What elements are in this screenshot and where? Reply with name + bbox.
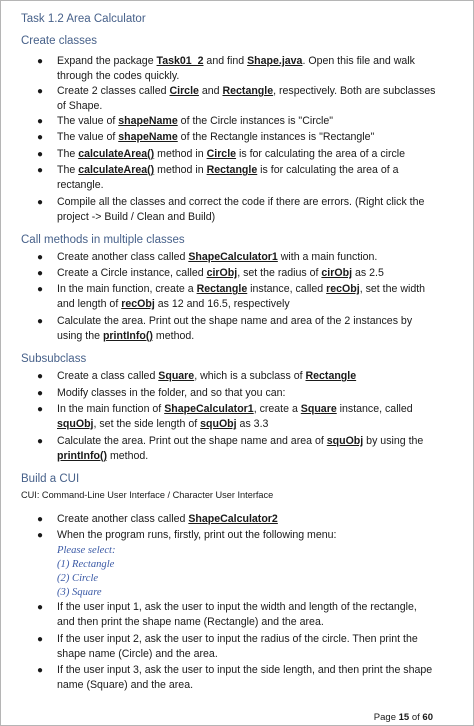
code-term: Square — [158, 370, 195, 382]
list-item — [37, 663, 437, 693]
text-run: The value of — [57, 115, 119, 127]
list-item-text — [57, 600, 437, 630]
text-run: and — [198, 85, 223, 97]
text-run: Create another class called — [57, 513, 189, 525]
list-item-text — [57, 434, 437, 464]
text-run: If the user input 2, ask the user to input the radius of the circle. Then print the shape name (Circle) and the area. — [57, 633, 418, 660]
list-item-text — [57, 195, 437, 225]
text-run: When the program runs, firstly, print out the following menu: — [57, 529, 337, 541]
list-item-text — [57, 512, 437, 527]
bullet-icon: ● — [37, 268, 44, 279]
list-item-text — [57, 282, 437, 312]
code-term: ShapeCalculator2 — [188, 513, 278, 525]
page-of-label: of — [411, 712, 420, 723]
text-run: method in — [154, 148, 207, 160]
text-run: Create a Circle instance, called — [57, 267, 207, 279]
list-item — [37, 266, 437, 281]
bullet-icon: ● — [37, 514, 44, 525]
list-item — [37, 386, 437, 401]
bullet-icon: ● — [37, 388, 44, 399]
list-item — [37, 163, 437, 193]
bullet-icon: ● — [37, 634, 44, 645]
bullet-icon: ● — [37, 316, 44, 327]
text-run: , set the side length of — [93, 418, 201, 430]
page-label: Page — [373, 712, 396, 723]
page-number: 15 — [398, 712, 410, 723]
list-item-text — [57, 147, 437, 162]
list-item-text — [57, 402, 437, 432]
list-item — [37, 314, 437, 344]
code-term: Square — [300, 403, 337, 415]
text-run: as 3.3 — [236, 418, 269, 430]
text-run: . Open this file and walk through the codes quickly. — [57, 55, 415, 82]
text-run: of the Rectangle instances is "Rectangle" — [177, 131, 375, 143]
text-run: with a main function. — [277, 251, 378, 263]
list-item-text — [57, 250, 437, 265]
menu-line: (2) Circle — [57, 573, 99, 584]
text-run: , set the radius of — [237, 267, 322, 279]
text-run: If the user input 3, ask the user to input the side length, and then print the shape name (Square) and the area. — [57, 664, 433, 691]
bullet-icon: ● — [37, 56, 44, 67]
list-item — [37, 282, 437, 312]
list-item — [37, 434, 437, 464]
text-run: Create 2 classes called — [57, 85, 170, 97]
list-item-text — [57, 386, 437, 401]
code-term: calculateArea() — [78, 164, 155, 176]
text-run: method. — [152, 330, 195, 342]
bullet-icon: ● — [37, 149, 44, 160]
text-run: In the main function of — [57, 403, 165, 415]
bullet-icon: ● — [37, 404, 44, 415]
code-term: Circle — [169, 85, 199, 97]
code-term: Circle — [206, 148, 237, 160]
bullet-icon: ● — [37, 602, 44, 613]
list-item — [37, 84, 437, 114]
section-heading: Create classes — [21, 35, 98, 47]
list-item-text — [57, 632, 437, 662]
text-run: of the Circle instances is "Circle" — [177, 115, 334, 127]
list-item — [37, 369, 437, 384]
list-item-text — [57, 84, 437, 114]
text-run: as 12 and 16.5, respectively — [154, 298, 290, 310]
text-run: method. — [107, 450, 149, 462]
code-term: cirObj — [321, 267, 353, 279]
text-run: The — [57, 164, 79, 176]
list-item — [37, 250, 437, 265]
bullet-icon: ● — [37, 132, 44, 143]
menu-line: (3) Square — [57, 587, 102, 598]
code-term: Shape.java — [247, 55, 303, 67]
code-term: recObj — [326, 283, 360, 295]
text-run: Compile all the classes and correct the code if there are errors. (Right click the project -> Build / Clean and Build) — [57, 196, 425, 223]
list-item-text — [57, 54, 437, 84]
list-item — [37, 114, 437, 129]
list-item — [37, 402, 437, 432]
list-item-text — [57, 114, 437, 129]
text-run: If the user input 1, ask the user to input the width and length of the rectangle, and then print the shape name (Rectangle) and the area. — [57, 601, 417, 628]
text-run: Expand the package — [57, 55, 157, 67]
menu-line: (1) Rectangle — [57, 559, 115, 570]
text-run: method in — [154, 164, 207, 176]
bullet-icon: ● — [37, 197, 44, 208]
list-item-text — [57, 130, 437, 145]
list-item — [37, 130, 437, 145]
list-item — [37, 632, 437, 662]
text-run: , set the width and length of — [57, 283, 426, 310]
text-run: , create a — [253, 403, 301, 415]
code-term: shapeName — [118, 115, 178, 127]
code-term: Task01_2 — [156, 55, 204, 67]
code-term: ShapeCalculator1 — [188, 251, 278, 263]
code-term: shapeName — [118, 131, 178, 143]
bullet-icon: ● — [37, 371, 44, 382]
bullet-icon: ● — [37, 86, 44, 97]
list-item — [37, 600, 437, 630]
code-term: recObj — [121, 298, 155, 310]
menu-line: Please select: — [57, 545, 116, 556]
text-run: , respectively. Both are subclasses of Shape. — [57, 85, 436, 112]
menu-listing — [57, 544, 116, 600]
bullet-icon: ● — [37, 530, 44, 541]
list-item — [37, 147, 437, 162]
text-run: Calculate the area. Print out the shape name and area of the 2 instances by using the — [57, 315, 413, 342]
code-term: squObj — [57, 418, 94, 430]
bullet-icon: ● — [37, 116, 44, 127]
code-term: Rectangle — [305, 370, 357, 382]
code-term: squObj — [200, 418, 237, 430]
text-run: by using the — [363, 435, 424, 447]
code-term: printInfo() — [57, 450, 108, 462]
text-run: Create another class called — [57, 251, 189, 263]
list-item-text — [57, 528, 437, 543]
code-term: Rectangle — [222, 85, 274, 97]
list-item-text — [57, 266, 437, 281]
section-heading: Build a CUI — [21, 473, 80, 485]
code-term: cirObj — [206, 267, 238, 279]
list-item-text — [57, 314, 437, 344]
text-run: , which is a subclass of — [194, 370, 306, 382]
bullet-icon: ● — [37, 436, 44, 447]
code-term: Rectangle — [206, 164, 258, 176]
list-item — [37, 512, 437, 527]
bullet-icon: ● — [37, 165, 44, 176]
code-term: Rectangle — [196, 283, 248, 295]
text-run: is for calculating the area of a rectangle. — [57, 164, 399, 191]
code-term: calculateArea() — [78, 148, 155, 160]
text-run: as 2.5 — [352, 267, 384, 279]
list-item-text — [57, 369, 437, 384]
text-run: Modify classes in the folder, and so that you can: — [57, 387, 286, 399]
list-item — [37, 195, 437, 225]
text-run: instance, called — [336, 403, 413, 415]
section-heading: Subsubclass — [21, 353, 87, 365]
bullet-icon: ● — [37, 252, 44, 263]
text-run: Create a class called — [57, 370, 159, 382]
text-run: and find — [203, 55, 248, 67]
bullet-icon: ● — [37, 284, 44, 295]
page-title: Task 1.2 Area Calculator — [21, 13, 146, 25]
list-item-text — [57, 163, 437, 193]
bullet-icon: ● — [37, 665, 44, 676]
text-run: instance, called — [247, 283, 327, 295]
code-term: printInfo() — [102, 330, 153, 342]
code-term: squObj — [326, 435, 364, 447]
section-subheading: CUI: Command-Line User Interface / Character User Interface — [21, 490, 274, 500]
page-total: 60 — [422, 712, 433, 723]
code-term: ShapeCalculator1 — [164, 403, 254, 415]
section-heading: Call methods in multiple classes — [21, 234, 185, 246]
text-run: The — [57, 148, 79, 160]
list-item-text — [57, 663, 437, 693]
text-run: In the main function, create a — [57, 283, 197, 295]
text-run: is for calculating the area of a circle — [236, 148, 406, 160]
page-footer — [374, 712, 433, 723]
list-item — [37, 528, 437, 543]
text-run: Calculate the area. Print out the shape name and area of — [57, 435, 327, 447]
text-run: The value of — [57, 131, 119, 143]
list-item — [37, 54, 437, 84]
